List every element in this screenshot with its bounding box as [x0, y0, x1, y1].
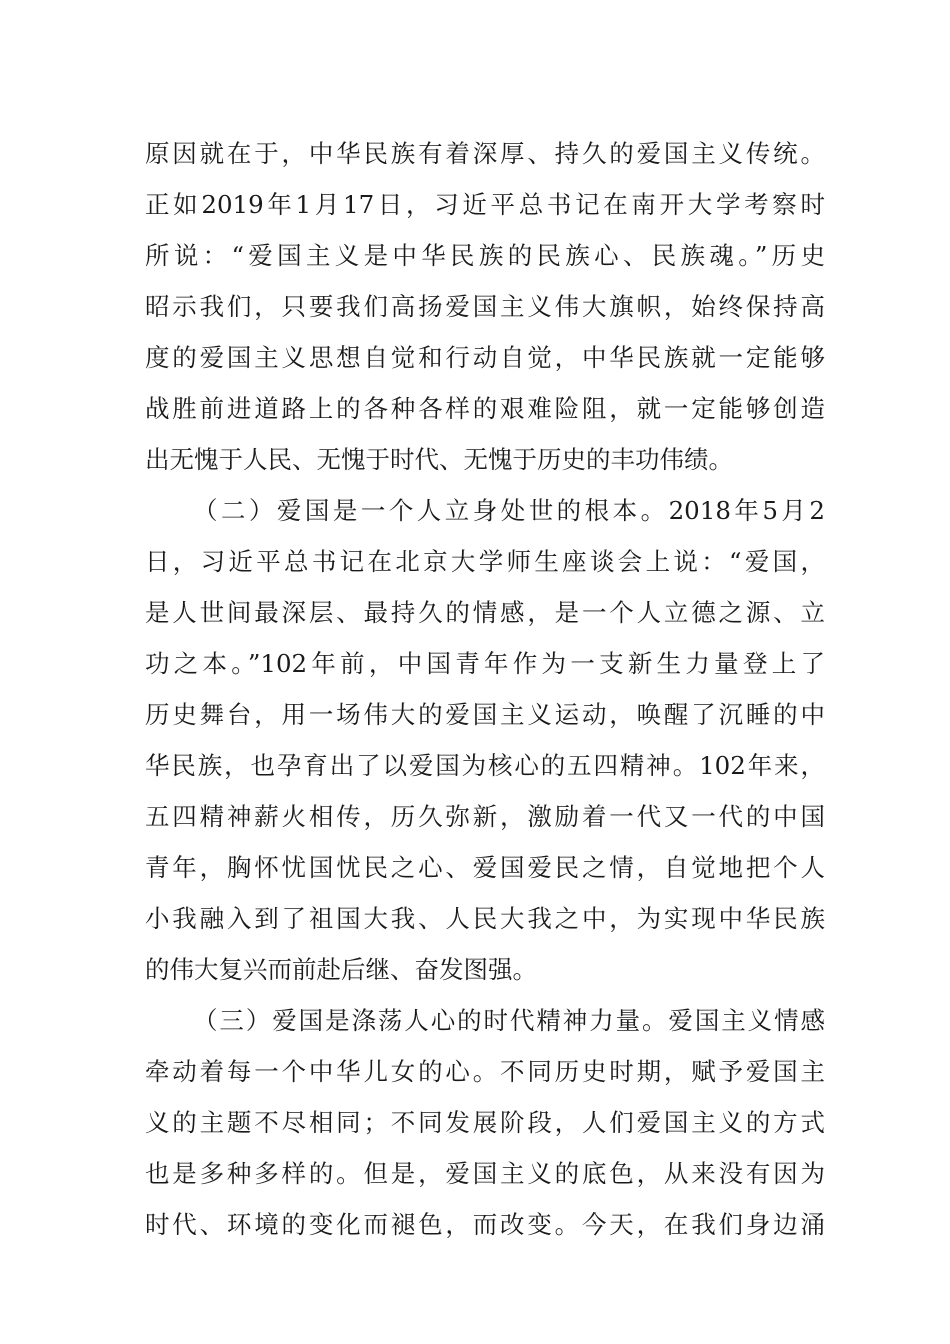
text-line: 出无愧于人民、无愧于时代、无愧于历史的丰功伟绩。	[145, 445, 733, 474]
text-line: 青年，胸怀忧国忧民之心、爱国爱民之情，自觉地把个人	[145, 853, 825, 882]
text-line: 是人世间最深层、最持久的情感，是一个人立德之源、立	[145, 598, 825, 627]
text-line: 历史舞台，用一场伟大的爱国主义运动，唤醒了沉睡的中	[145, 700, 825, 729]
text-line: 正如2019年1月17日，习近平总书记在南开大学考察时	[145, 190, 825, 219]
text-line: 度的爱国主义思想自觉和行动自觉，中华民族就一定能够	[145, 343, 825, 372]
text-line: 华民族，也孕育出了以爱国为核心的五四精神。102年来，	[145, 751, 825, 780]
text-line: 牵动着每一个中华儿女的心。不同历史时期，赋予爱国主	[145, 1057, 825, 1086]
text-line: 昭示我们，只要我们高扬爱国主义伟大旗帜，始终保持高	[145, 292, 825, 321]
text-line: 所说：“爱国主义是中华民族的民族心、民族魂。”历史	[145, 241, 825, 270]
paragraph-3-first-line: （三）爱国是涤荡人心的时代精神力量。爱国主义情感	[193, 1006, 825, 1035]
body-text	[145, 128, 825, 1250]
text-line: 义的主题不尽相同；不同发展阶段，人们爱国主义的方式	[145, 1108, 825, 1137]
text-line: 小我融入到了祖国大我、人民大我之中，为实现中华民族	[145, 904, 825, 933]
text-line: 功之本。”102年前，中国青年作为一支新生力量登上了	[145, 649, 825, 678]
paragraph-2-first-line: （二）爱国是一个人立身处世的根本。2018年5月2	[193, 496, 825, 525]
text-line: 五四精神薪火相传，历久弥新，激励着一代又一代的中国	[145, 802, 825, 831]
text-line: 的伟大复兴而前赴后继、奋发图强。	[145, 955, 537, 984]
text-line: 原因就在于，中华民族有着深厚、持久的爱国主义传统。	[145, 139, 825, 168]
text-line: 战胜前进道路上的各种各样的艰难险阻，就一定能够创造	[145, 394, 825, 423]
text-line: 日，习近平总书记在北京大学师生座谈会上说：“爱国，	[145, 547, 825, 576]
text-line: 也是多种多样的。但是，爱国主义的底色，从来没有因为	[145, 1159, 825, 1188]
text-line: 时代、环境的变化而褪色，而改变。今天，在我们身边涌	[145, 1210, 825, 1239]
